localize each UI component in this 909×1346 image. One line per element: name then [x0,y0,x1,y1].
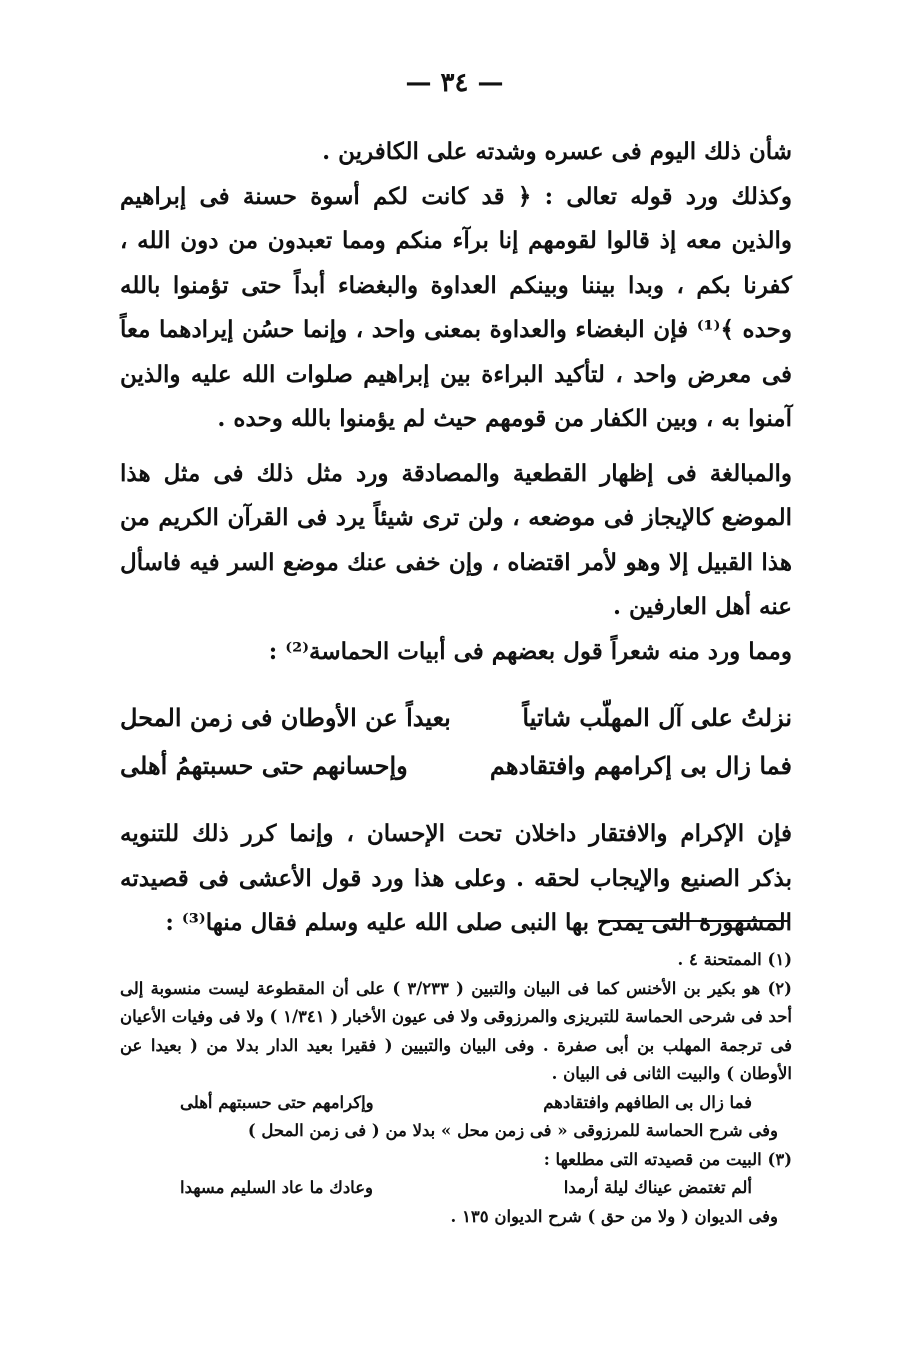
verse-line [120,742,792,790]
poem-verses [120,694,792,790]
verse-left-hemistich: وإحسانهم حتى حسبتهمُ أهلى [120,751,408,780]
paragraph-3: والمبالغة فى إظهار القطعية والمصادقة ورد مثل ذلك فى مثل هذا الموضع كالإيجاز فى موضعه ، ولن ترى شيئاً يرد فى القرآن الكريم من هذا القبيل إلا وهو لأمر اقتضاه ، وإن خفى عنك موضع السر فيه فاسأل عنه أهل العارفين . [120,459,792,620]
footnote-2-end: وفى شرح الحماسة للمرزوقى « فى زمن محل » بدلا من ( فى زمن المحل ) [247,1121,778,1140]
footnote-3-end: وفى الديوان ( ولا من حق ) شرح الديوان ١٣٥ . [450,1206,778,1226]
footnote-verse [120,1089,792,1118]
verse-right-hemistich: فما زال بى الطافهم وافتقادهم [543,1092,752,1112]
footnotes [120,946,792,1231]
verse-right-hemistich: فما زال بى إكرامهم وافتقادهم [489,751,792,780]
footnote-1: (١) الممتحنة ٤ . [677,950,792,969]
paragraph-4: ومما ورد منه شعراً قول بعضهم فى أبيات الحماسة⁽²⁾ : [268,637,792,665]
footnote-separator [598,920,788,922]
footnote-3: (٣) البيت من قصيدته التى مطلعها : [543,1149,792,1169]
page-number: — ٣٤ — [405,68,504,98]
paragraph-2: وكذلك ورد قوله تعالى : ﴿ قد كانت لكم أسوة حسنة فى إبراهيم والذين معه إذ قالوا لقومهم إنا برآء منكم ومما تعبدون من دون الله ، كفرنا بكم ، وبدا بيننا وبينكم العداوة والبغضاء أبداً حتى تؤمنوا بالله وحده ﴾⁽¹⁾ فإن البغضاء والعداوة بمعنى واحد ، وإنما حسُن إيرادهما معاً فى معرض واحد ، لتأكيد البراءة بين إبراهيم صلوات الله عليه والذين آمنوا به ، وبين الكفار من قومهم حيث لم يؤمنوا بالله وحده . [120,182,792,432]
main-text [120,130,792,946]
verse-left-hemistich: بعيداً عن الأوطان فى زمن المحل [120,703,451,732]
verse-right-hemistich: ألم تغتمض عيناك ليلة أرمدا [563,1178,752,1197]
footnote-verse [120,1174,792,1203]
paragraph-1: شأن ذلك اليوم فى عسره وشدته على الكافرين . [322,138,792,165]
verse-left-hemistich: وإكرامهم حتى حسبتهم أهلى [180,1092,374,1112]
footnote-2: (٢) هو بكير بن الأخنس كما فى البيان والتبين ( ٣/٢٣٣ ) على أن المقطوعة ليست منسوبة إلى أحد فى شرحى الحماسة للتبريزى والمرزوقى ولا فى عيون الأخبار ( ١/٣٤١ ) ولا فى وفيات الأعيان فى ترجمة المهلب بن أبى صفرة . وفى البيان والتبيين ( فقيرا بعيد الدار بدلا من ( بعيدا عن الأوطان ) والبيت الثانى فى البيان . [120,978,793,1083]
verse-line [120,694,792,742]
verse-left-hemistich: وعادك ما عاد السليم مسهدا [180,1178,374,1197]
paragraph-5: فإن الإكرام والافتقار داخلان تحت الإحسان ، وإنما كرر ذلك للتنويه بذكر الصنيع والإيجاب لحقه . وعلى هذا ورد قول الأعشى فى قصيدته المشهورة التى يمدح بها النبى صلى الله عليه وسلم فقال منها⁽³⁾ : [120,820,792,936]
verse-right-hemistich: نزلتُ على آل المهلّب شاتياً [522,703,792,732]
